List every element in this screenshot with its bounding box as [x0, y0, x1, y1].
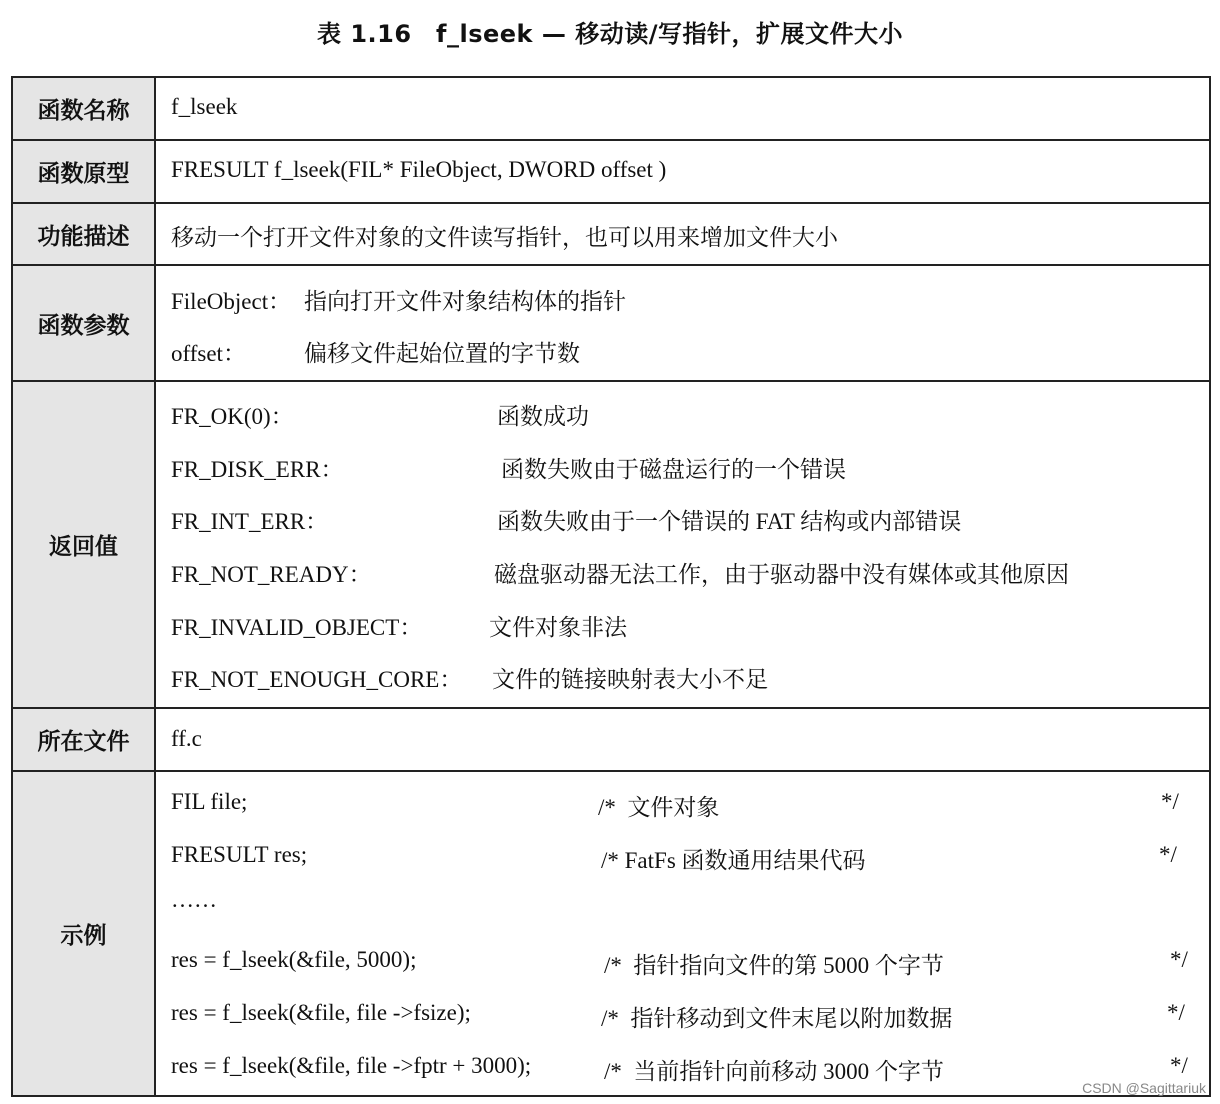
returns-cell	[156, 382, 1209, 707]
row-returns	[13, 382, 1209, 709]
example-comment-end: */	[1167, 1000, 1185, 1025]
function-table	[11, 76, 1211, 1097]
label-example: 示例	[13, 772, 156, 1095]
value-source-file-cell	[156, 709, 1209, 770]
example-comment: /* 文件对象	[598, 795, 720, 820]
return-desc: 函数失败由于一个错误的 FAT 结构或内部错误	[497, 509, 962, 534]
label-params: 函数参数	[13, 266, 156, 380]
param-name: offset：	[171, 341, 246, 366]
example-comment-end: */	[1161, 789, 1179, 814]
return-desc: 磁盘驱动器无法工作，由于驱动器中没有媒体或其他原因	[494, 562, 1069, 587]
example-code: res = f_lseek(&file, file ->fptr + 3000);	[171, 1053, 532, 1078]
example-code: res = f_lseek(&file, 5000);	[171, 947, 417, 972]
example-comment-end: */	[1170, 1053, 1188, 1078]
params-cell	[156, 266, 1209, 380]
example-comment: /* 指针指向文件的第 5000 个字节	[604, 953, 944, 978]
return-code: FR_INT_ERR：	[171, 509, 329, 534]
source-file: ff.c	[171, 726, 202, 751]
return-code: FR_OK(0)：	[171, 404, 294, 429]
row-example	[13, 772, 1209, 1095]
function-description: 移动一个打开文件对象的文件读写指针，也可以用来增加文件大小	[171, 225, 838, 250]
label-function-name: 函数名称	[13, 78, 156, 139]
param-name: FileObject：	[171, 289, 292, 314]
value-function-name-cell	[156, 78, 1209, 139]
example-comment: /* 指针移动到文件末尾以附加数据	[601, 1006, 953, 1031]
function-prototype: FRESULT f_lseek(FIL* FileObject, DWORD offset )	[171, 157, 667, 182]
row-source-file	[13, 709, 1209, 772]
return-code: FR_DISK_ERR：	[171, 457, 344, 482]
example-code: res = f_lseek(&file, file ->fsize);	[171, 1000, 471, 1025]
watermark: CSDN @Sagittariuk	[1082, 1080, 1206, 1096]
row-params	[13, 266, 1209, 382]
return-code: FR_NOT_ENOUGH_CORE：	[171, 667, 463, 692]
value-description-cell	[156, 204, 1209, 264]
label-source-file: 所在文件	[13, 709, 156, 770]
return-desc: 文件的链接映射表大小不足	[492, 667, 768, 692]
return-code: FR_INVALID_OBJECT：	[171, 615, 423, 640]
param-desc: 指向打开文件对象结构体的指针	[304, 289, 626, 314]
value-prototype-cell	[156, 141, 1209, 202]
function-name: f_lseek	[171, 94, 238, 119]
example-comment: /* 当前指针向前移动 3000 个字节	[604, 1059, 944, 1084]
example-code: ……	[171, 887, 217, 912]
example-cell	[156, 772, 1209, 1095]
example-comment: /* FatFs 函数通用结果代码	[601, 848, 866, 873]
example-comment-end: */	[1170, 947, 1188, 972]
label-prototype: 函数原型	[13, 141, 156, 202]
example-comment-end: */	[1159, 842, 1177, 867]
example-code: FIL file;	[171, 789, 248, 814]
return-desc: 文件对象非法	[489, 615, 627, 640]
return-code: FR_NOT_READY：	[171, 562, 372, 587]
param-desc: 偏移文件起始位置的字节数	[304, 341, 580, 366]
row-prototype	[13, 141, 1209, 204]
row-description	[13, 204, 1209, 266]
return-desc: 函数成功	[497, 404, 589, 429]
label-description: 功能描述	[13, 204, 156, 264]
return-desc: 函数失败由于磁盘运行的一个错误	[501, 457, 846, 482]
table-caption: 表 1.16 f_lseek — 移动读/写指针，扩展文件大小	[316, 20, 903, 48]
row-function-name	[13, 78, 1209, 141]
label-returns: 返回值	[13, 382, 156, 707]
example-code: FRESULT res;	[171, 842, 308, 867]
